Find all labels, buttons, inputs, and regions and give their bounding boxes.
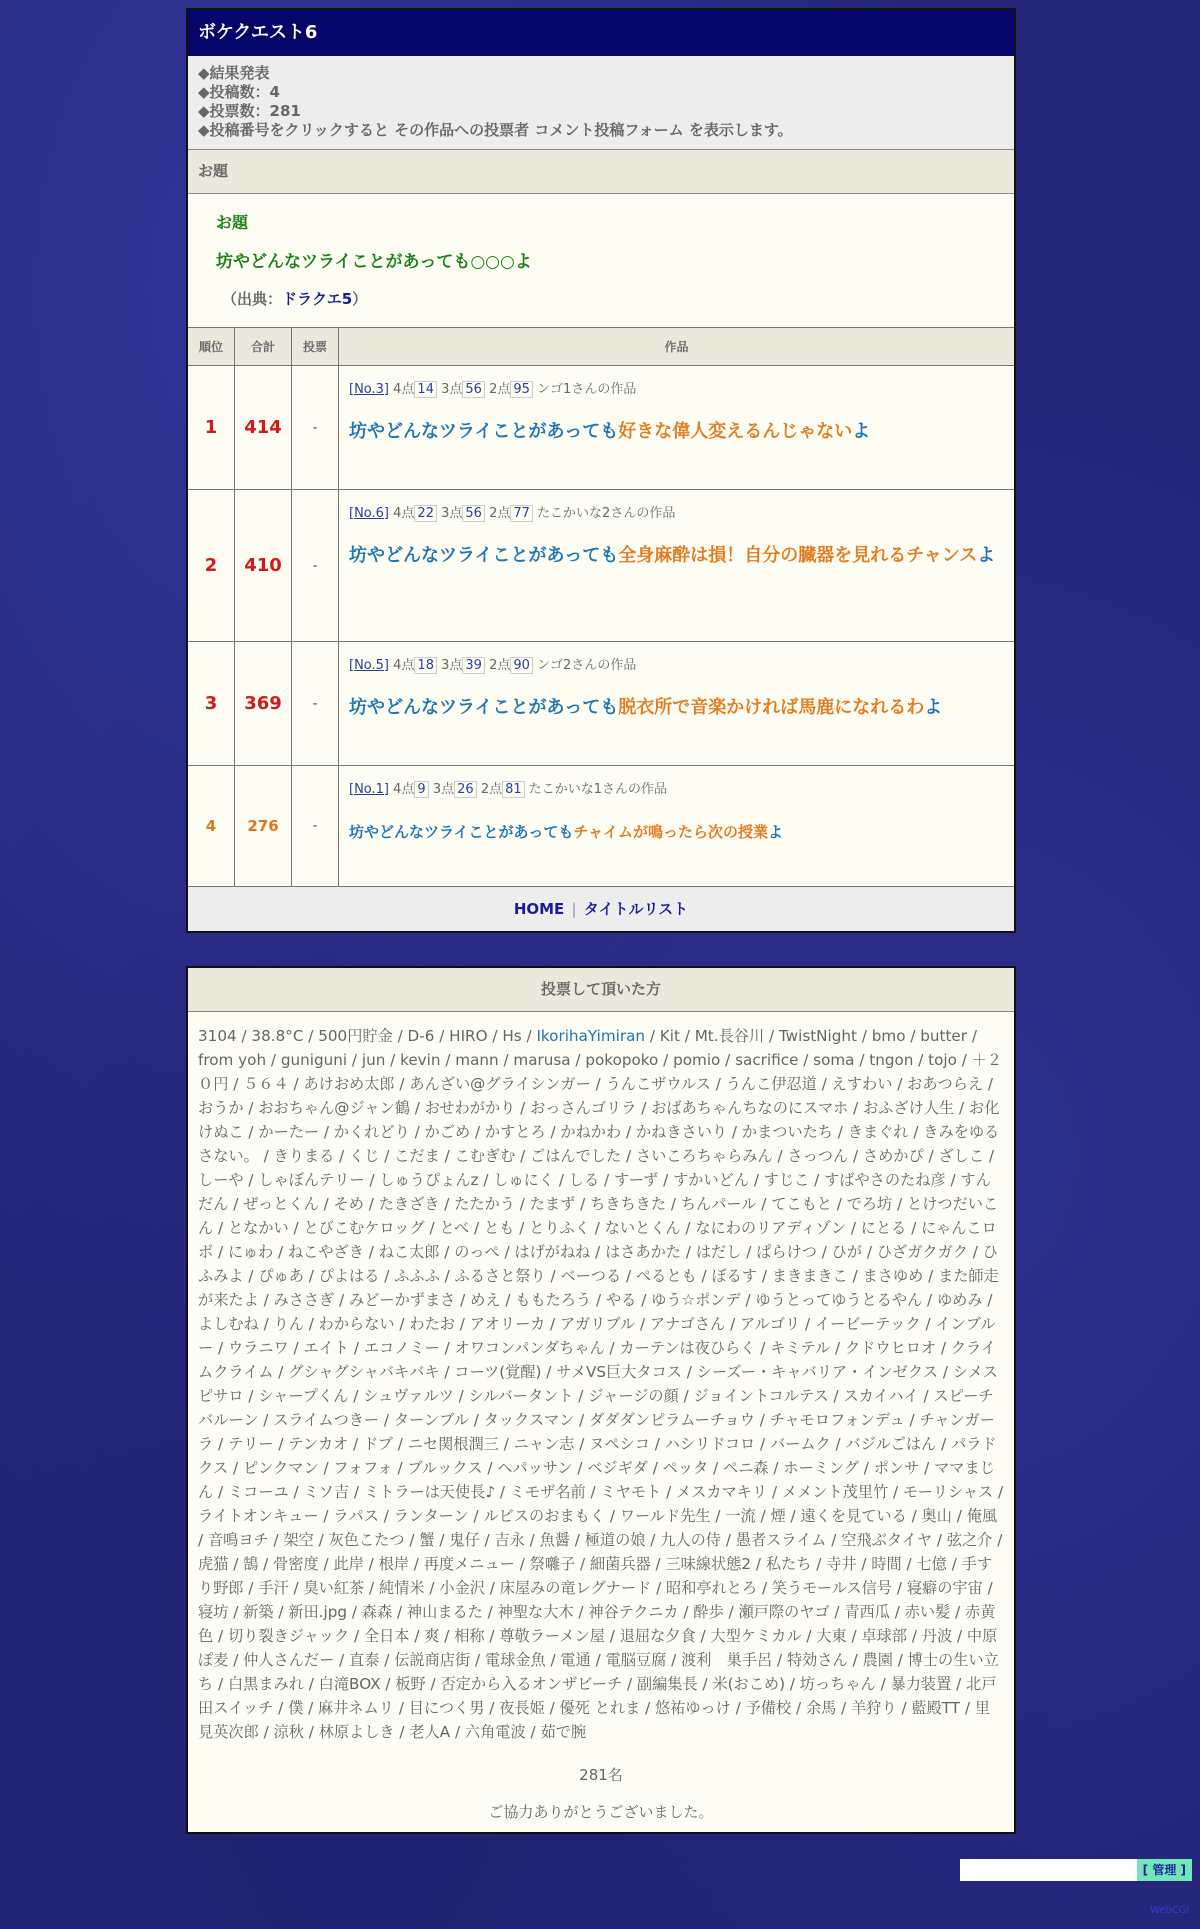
points-4-label: 4点 (393, 658, 415, 673)
entry-number-link[interactable]: [No.5] (349, 658, 389, 673)
points-3-label: 3点 (432, 782, 455, 797)
points-3-count: 39 (462, 657, 485, 674)
points-3-label: 3点 (441, 506, 463, 521)
entry-text (349, 694, 1004, 722)
total-cell: 410 (235, 490, 292, 642)
result-info (188, 56, 1014, 150)
points-2-label: 2点 (480, 782, 503, 797)
topic-source (216, 288, 986, 309)
table-row (188, 366, 1014, 490)
footer-nav (188, 886, 1014, 931)
entry-prefix: 坊やどんなツライことがあっても (349, 545, 619, 566)
entry-prefix: 坊やどんなツライことがあっても (349, 421, 619, 442)
entry-prefix: 坊やどんなツライことがあっても (349, 697, 619, 718)
voter-list-text: / Kit / Mt.長谷川 / TwistNight / bmo / butter / from yoh / guniguni / jun / kevin / mann / marusa / pokopoko / pomio / sacrifice / soma / tngon / tojo / ＋２０円 / ５６４ / あけおめ太郎 / あんざい@グライシンガー / うんこザウルス / うんこ伊忍道 / えすわい / おあつらえ / おうか / おおちゃん@ジャン鶴 / おせわがかり / おっさんゴリラ / おばあちゃんちなのにスマホ / おふざけ人生 / お化けぬこ / かーたー / かくれどり / かごめ / かすとろ / かねかわ / かねきさいり / かまついたち / きまぐれ / きみをゆるさない。 / きりまる / くじ / こだま / こむぎむ / ごはんでした / さいころちゃらみん / さっつん / さめかぴ / ざしこ / しーや / しゃぼんテリー / しゅうぴょんz / しゅにく / しる / すーず / すかいどん / すじこ / すばやさのたね彦 / すんだん / ぜっとくん / そめ / たきざき / たたかう / たまず / ちきちきた / ちんパール / てこもと / でろ坊 / とけつだいこん / となかい / とびこむケロッグ / とべ / とも / とりふく / ないとくん / なにわのリアディゾン / にとる / にゃんこロボ / にゅわ / ねこやざき / ねこ太郎 / のっぺ / はげがねね / はさあかた / はだし / ぱらけつ / ひが / ひざガクガク / ひふみよ / ぴゅあ / ぴよはる / ふふふ / ふるさと祭り / ベーつる / ぺるとも / ぼるす / まきまきこ / まさゆめ / また師走が来たよ / みささぎ / みどーかずまさ / めえ / ももたろう / やる / ゆう☆ポンデ / ゆうとってゆうとるやん / ゆめみ / よしむね / りん / わからない / わたお / アオリーカ / アガリブル / アナゴさん / アルゴリ / イービーテック / インブルー / ウラニワ / エイト / エコノミー / オワコンパンダちゃん / カーテンは夜ひらく / キミテル / クドウヒロオ / クライムクライム / グシャグシャバキバキ / コーツ(覚醒) / サメVS巨大タコス / シーズー・キャバリア・インゼクス / シメスピサロ / シャープくん / シュヴァルツ / シルバータント / ジャージの顔 / ジョイントコルテス / スカイハイ / スピーチバルーン / スライムつきー / ターンブル / タックスマン / ダダダンピラムーチョウ / チャモロフォンデュ / チャンガーラ / テリー / テンカオ / ドブ / ニセ関根潤三 / ニャン志 / ヌペシコ / ハシリドコロ / バームク / バジルごはん / パラドクス / ピンクマン / フォフォ / ブルックス / ヘパッサン / ベジギダ / ペッタ / ペニ森 / ホーミング / ポンサ / ママまじん / ミコーユ / ミソ吉 / ミトラーは天使長♪ / ミモザ名前 / ミヤモト / メスカマキリ / メメント茂里竹 / モーリシャス / ライトオンキュー / ラパス / ランターン / ルビスのおまもく / ワールド先生 / 一流 / 煙 / 遠くを見ている / 奥山 / 俺風 / 音鳴ヨチ / 架空 / 灰色こたつ / 蟹 / 鬼仔 / 吉永 / 魚醤 / 極道の娘 / 九人の侍 / 愚者スライム / 空飛ぶタイヤ / 弦之介 / 虎猫 / 鵠 / 骨密度 / 此岸 / 根岸 / 再度メニュー / 祭囃子 / 細菌兵器 / 三味線状態2 / 私たち / 寺井 / 時間 / 七億 / 手すり野郎 / 手汗 / 臭い紅茶 / 純情米 / 小金沢 / 床屋みの竜レグナード / 昭和亭れとろ / 笑うモールス信号 / 寝癖の宇宙 / 寝坊 / 新築 / 新田.jpg / 森森 / 神山まるた / 神聖な大木 / 神谷テクニカ / 酔歩 / 瀬戸際のヤゴ / 青西瓜 / 赤い髪 / 赤黄色 / 切り裂きジャック / 全日本 / 爽 / 相称 / 尊敬ラーメン屋 / 退屈な夕食 / 大型ケミカル / 大東 / 卓球部 / 丹波 / 中原ぽ麦 / 仲人さんだー / 直泰 / 伝説商店街 / 電球金魚 / 電通 / 電脳豆腐 / 渡利 巣手呂 / 特効さん / 農園 / 博士の生い立ち / 白黒まみれ / 白滝BOX / 板野 / 否定から入るオンザビーチ / 副編集長 / 米(おこめ) / 坊っちゃん / 暴力装置 / 北戸田スイッチ / 僕 / 麻井ネムリ / 目につく男 / 夜長姫 / 優死 とれま / 悠祐ゆっけ / 予備校 / 余馬 / 羊狩り / 藍殿TT / 里見英次郎 / 涼秋 / 林原よしき / 老人A / 六角電波 / 茹で腕 (198, 1027, 1004, 1741)
col-header-rank: 順位 (188, 328, 235, 366)
work-cell (339, 490, 1015, 642)
entry-suffix: よ (977, 545, 996, 566)
vote-cell: - (292, 366, 339, 490)
admin-area (960, 1859, 1192, 1881)
table-row (188, 642, 1014, 766)
entry-answer: 好きな偉人変えるんじゃない (618, 421, 853, 442)
topic-label: お題 (216, 213, 249, 232)
info-line: ◆結果発表 (198, 64, 270, 82)
points-2-label: 2点 (489, 506, 511, 521)
topic-text: 坊やどんなツライことがあっても○○○よ (216, 252, 532, 272)
results-table (188, 328, 1014, 886)
total-cell: 369 (235, 642, 292, 766)
points-3-count: 56 (462, 505, 485, 522)
entry-author: ンゴ2さんの作品 (537, 658, 637, 673)
points-2-count: 95 (510, 381, 533, 398)
page-title: ボケクエスト6 (188, 10, 1014, 56)
points-4-count: 14 (414, 381, 437, 398)
col-header-vote: 投票 (292, 328, 339, 366)
entry-author: たこかいな2さんの作品 (537, 506, 676, 521)
points-2-label: 2点 (489, 382, 511, 397)
footer-credit-link[interactable]: WebCGI (1150, 1905, 1190, 1916)
entry-answer: チャイムが鳴ったら次の授業 (573, 823, 768, 841)
points-4-label: 4点 (393, 382, 415, 397)
entry-suffix: よ (767, 823, 783, 841)
points-2-count: 77 (510, 505, 533, 522)
points-2-count: 90 (510, 657, 533, 674)
total-cell: 414 (235, 366, 292, 490)
entry-meta (349, 654, 1004, 674)
results-panel (186, 8, 1016, 933)
title-list-link[interactable]: タイトルリスト (583, 899, 689, 918)
nav-separator: | (571, 899, 577, 918)
entry-meta (349, 502, 1004, 522)
vote-cell: - (292, 642, 339, 766)
entry-suffix: よ (924, 697, 943, 718)
vote-cell: - (292, 766, 339, 886)
points-3-label: 3点 (441, 658, 463, 673)
entry-suffix: よ (852, 421, 871, 442)
info-line: ◆投稿番号をクリックすると その作品への投票者 コメント投稿フォーム を表示します。 (198, 121, 793, 139)
rank-cell: 1 (188, 366, 235, 490)
points-2-label: 2点 (489, 658, 511, 673)
points-3-label: 3点 (441, 382, 463, 397)
admin-button[interactable]: [ 管理 ] (1137, 1859, 1192, 1881)
points-3-count: 26 (454, 781, 477, 798)
col-header-work: 作品 (339, 328, 1015, 366)
entry-answer: 脱衣所で音楽かければ馬鹿になれるわ (618, 697, 925, 718)
entry-meta (349, 778, 1004, 798)
rank-cell: 3 (188, 642, 235, 766)
voter-list (188, 1012, 1014, 1750)
home-link[interactable]: HOME (513, 899, 565, 918)
entry-meta (349, 378, 1004, 398)
work-cell (339, 366, 1015, 490)
entry-author: ンゴ1さんの作品 (537, 382, 637, 397)
info-line: ◆投票数：281 (198, 102, 301, 120)
entry-text (349, 818, 1004, 846)
total-cell: 276 (235, 766, 292, 886)
entry-number-link[interactable]: [No.1] (349, 782, 389, 797)
topic-section-heading: お題 (188, 150, 1014, 194)
topic-box (188, 194, 1014, 328)
table-row (188, 766, 1014, 886)
vote-cell: - (292, 490, 339, 642)
points-4-count: 9 (414, 781, 428, 798)
voters-panel (186, 966, 1016, 1834)
points-4-label: 4点 (393, 506, 415, 521)
info-line: ◆投稿数：4 (198, 83, 280, 101)
entry-number-link[interactable]: [No.3] (349, 382, 389, 397)
points-3-count: 56 (462, 381, 485, 398)
voter-highlight: IkorihaYimiran (536, 1027, 646, 1045)
points-2-count: 81 (502, 781, 525, 798)
points-4-count: 22 (414, 505, 437, 522)
entry-text (349, 542, 1004, 570)
source-suffix: ） (352, 290, 368, 308)
table-row (188, 490, 1014, 642)
points-4-count: 18 (414, 657, 437, 674)
work-cell (339, 642, 1015, 766)
entry-answer: 全身麻酔は損！自分の臓器を見れるチャンス (618, 545, 978, 566)
entry-text (349, 418, 1004, 446)
col-header-total: 合計 (235, 328, 292, 366)
voter-list-text: 3104 / 38.8°C / 500円貯金 / D-6 / HIRO / Hs / (198, 1027, 537, 1045)
rank-cell: 2 (188, 490, 235, 642)
table-header-row (188, 328, 1014, 366)
entry-prefix: 坊やどんなツライことがあっても (349, 823, 574, 841)
points-4-label: 4点 (393, 782, 415, 797)
work-cell (339, 766, 1015, 886)
voters-heading: 投票して頂いた方 (188, 968, 1014, 1012)
source-link[interactable]: ドラクエ5 (282, 290, 353, 308)
source-prefix: （出典： (222, 290, 283, 308)
rank-cell: 4 (188, 766, 235, 886)
voter-count: 281名 (579, 1766, 623, 1784)
entry-author: たこかいな1さんの作品 (528, 782, 668, 797)
entry-number-link[interactable]: [No.6] (349, 506, 389, 521)
thanks-message: ご協力ありがとうございました。 (488, 1803, 714, 1821)
